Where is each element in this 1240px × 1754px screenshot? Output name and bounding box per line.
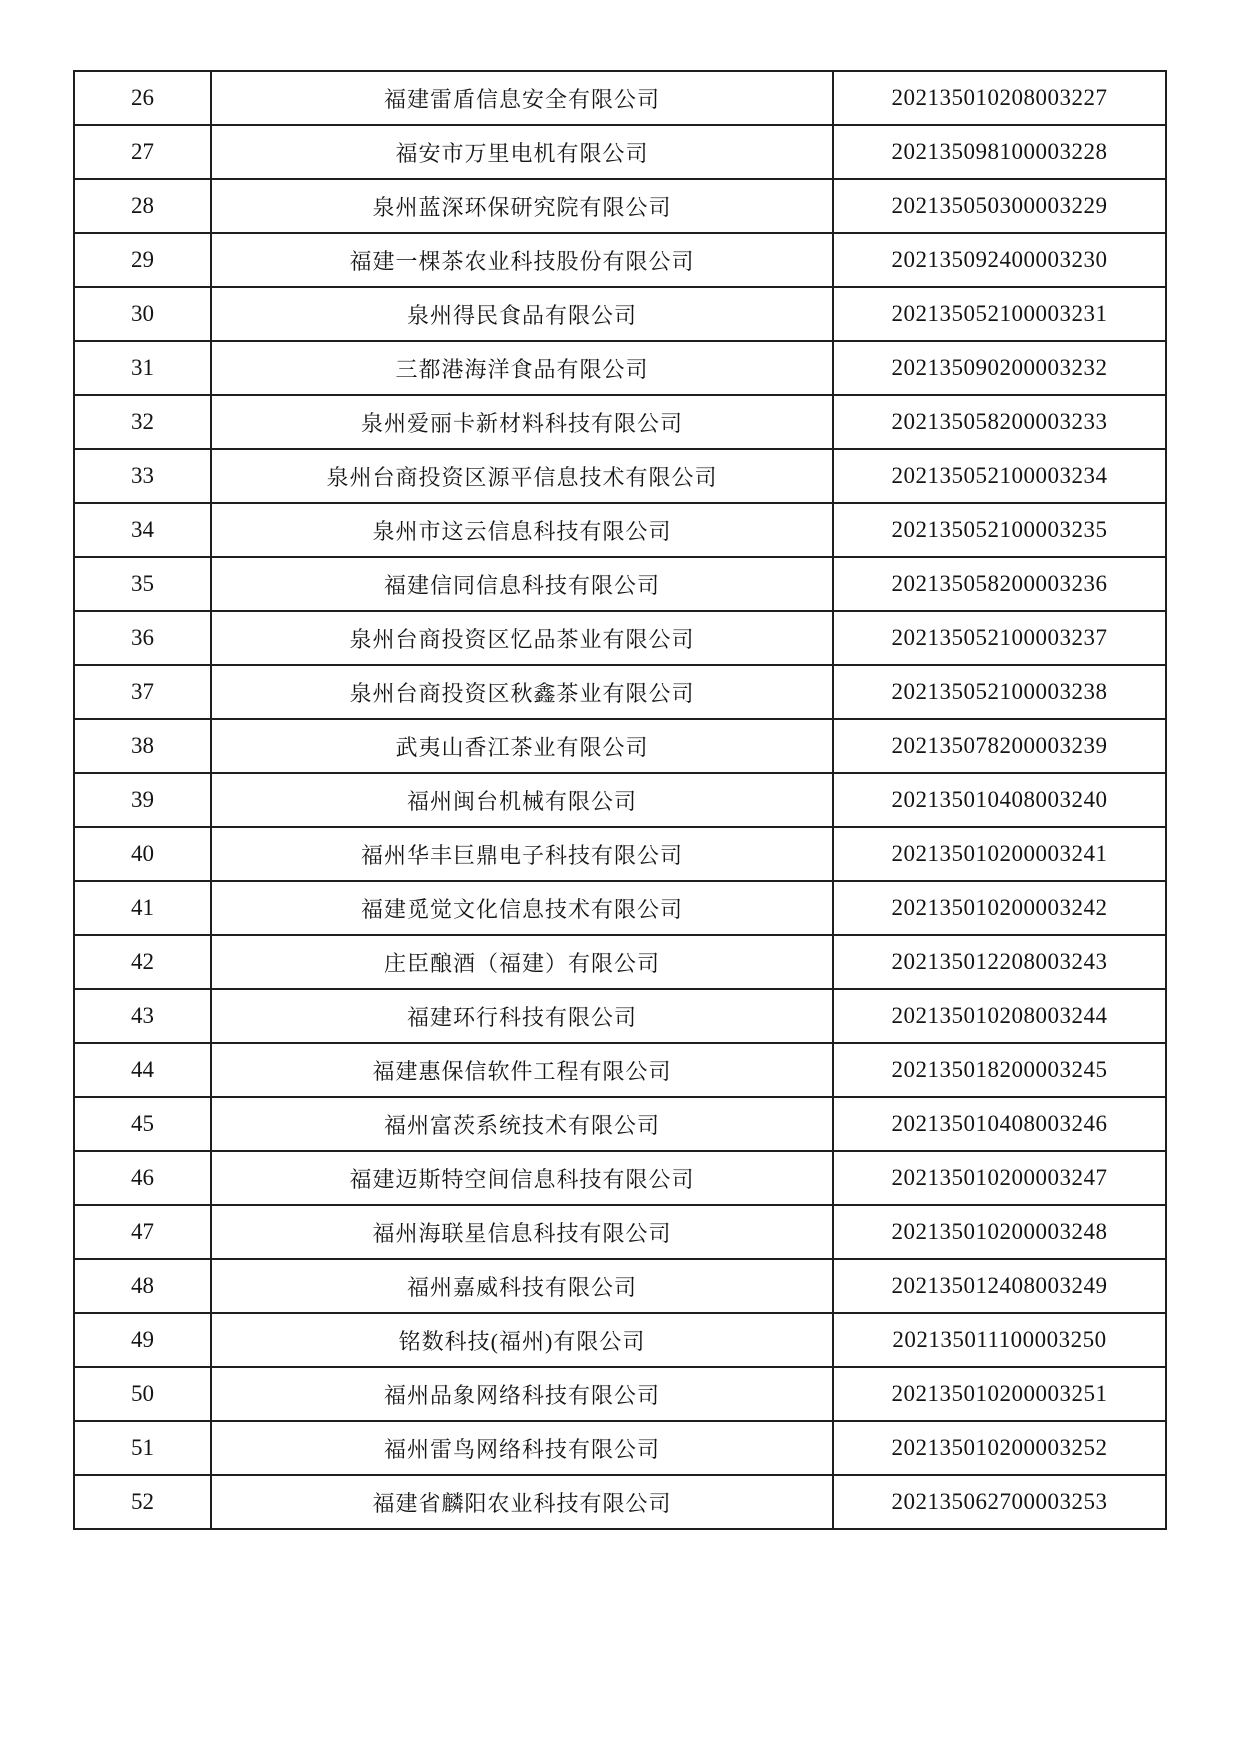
- company-name-cell: 武夷山香江茶业有限公司: [211, 719, 833, 773]
- row-index-cell: 36: [74, 611, 211, 665]
- registration-number-cell: 202135010208003244: [833, 989, 1166, 1043]
- registration-number-cell: 202135052100003231: [833, 287, 1166, 341]
- company-name-cell: 福建一棵茶农业科技股份有限公司: [211, 233, 833, 287]
- company-name-cell: 福州品象网络科技有限公司: [211, 1367, 833, 1421]
- row-index-cell: 46: [74, 1151, 211, 1205]
- company-name-cell: 泉州蓝深环保研究院有限公司: [211, 179, 833, 233]
- company-name-cell: 福州海联星信息科技有限公司: [211, 1205, 833, 1259]
- row-index-cell: 52: [74, 1475, 211, 1529]
- row-index-cell: 28: [74, 179, 211, 233]
- registration-number-cell: 202135010408003240: [833, 773, 1166, 827]
- row-index-cell: 37: [74, 665, 211, 719]
- registration-number-cell: 202135010208003227: [833, 71, 1166, 125]
- registration-number-cell: 202135018200003245: [833, 1043, 1166, 1097]
- registration-number-cell: 202135010200003242: [833, 881, 1166, 935]
- table-row: [74, 1151, 1166, 1205]
- registration-number-cell: 202135062700003253: [833, 1475, 1166, 1529]
- table-row: [74, 1097, 1166, 1151]
- company-name-cell: 福建环行科技有限公司: [211, 989, 833, 1043]
- registration-number-cell: 202135011100003250: [833, 1313, 1166, 1367]
- table-row: [74, 773, 1166, 827]
- table-row: [74, 1421, 1166, 1475]
- table-row: [74, 233, 1166, 287]
- row-index-cell: 51: [74, 1421, 211, 1475]
- registration-number-cell: 202135010200003248: [833, 1205, 1166, 1259]
- company-name-cell: 福州闽台机械有限公司: [211, 773, 833, 827]
- table-row: [74, 503, 1166, 557]
- table-row: [74, 341, 1166, 395]
- row-index-cell: 29: [74, 233, 211, 287]
- row-index-cell: 39: [74, 773, 211, 827]
- company-name-cell: 泉州市这云信息科技有限公司: [211, 503, 833, 557]
- registration-number-cell: 202135092400003230: [833, 233, 1166, 287]
- row-index-cell: 41: [74, 881, 211, 935]
- company-name-cell: 福州华丰巨鼎电子科技有限公司: [211, 827, 833, 881]
- company-name-cell: 铭数科技(福州)有限公司: [211, 1313, 833, 1367]
- company-name-cell: 福建省麟阳农业科技有限公司: [211, 1475, 833, 1529]
- company-name-cell: 泉州台商投资区秋鑫茶业有限公司: [211, 665, 833, 719]
- registration-number-cell: 202135052100003238: [833, 665, 1166, 719]
- row-index-cell: 26: [74, 71, 211, 125]
- row-index-cell: 44: [74, 1043, 211, 1097]
- registration-number-cell: 202135052100003235: [833, 503, 1166, 557]
- registration-number-cell: 202135058200003233: [833, 395, 1166, 449]
- company-name-cell: 泉州得民食品有限公司: [211, 287, 833, 341]
- registration-number-cell: 202135010200003252: [833, 1421, 1166, 1475]
- table-row: [74, 395, 1166, 449]
- company-name-cell: 三都港海洋食品有限公司: [211, 341, 833, 395]
- table-row: [74, 179, 1166, 233]
- company-name-cell: 福建觅觉文化信息技术有限公司: [211, 881, 833, 935]
- company-name-cell: 福建雷盾信息安全有限公司: [211, 71, 833, 125]
- company-name-cell: 福州富茨系统技术有限公司: [211, 1097, 833, 1151]
- row-index-cell: 42: [74, 935, 211, 989]
- table-row: [74, 1259, 1166, 1313]
- company-name-cell: 福建惠保信软件工程有限公司: [211, 1043, 833, 1097]
- company-name-cell: 庄臣酿酒（福建）有限公司: [211, 935, 833, 989]
- registration-number-cell: 202135090200003232: [833, 341, 1166, 395]
- registration-number-cell: 202135010408003246: [833, 1097, 1166, 1151]
- company-name-cell: 泉州台商投资区源平信息技术有限公司: [211, 449, 833, 503]
- registration-number-cell: 202135012208003243: [833, 935, 1166, 989]
- company-registration-table: [73, 70, 1167, 1530]
- row-index-cell: 43: [74, 989, 211, 1043]
- table-row: [74, 449, 1166, 503]
- company-name-cell: 福州嘉威科技有限公司: [211, 1259, 833, 1313]
- table-row: [74, 1313, 1166, 1367]
- company-name-cell: 福建信同信息科技有限公司: [211, 557, 833, 611]
- company-name-cell: 福安市万里电机有限公司: [211, 125, 833, 179]
- table-row: [74, 611, 1166, 665]
- table-row: [74, 989, 1166, 1043]
- row-index-cell: 30: [74, 287, 211, 341]
- company-name-cell: 福州雷鸟网络科技有限公司: [211, 1421, 833, 1475]
- row-index-cell: 35: [74, 557, 211, 611]
- table-row: [74, 719, 1166, 773]
- row-index-cell: 50: [74, 1367, 211, 1421]
- row-index-cell: 40: [74, 827, 211, 881]
- table-row: [74, 557, 1166, 611]
- table-row: [74, 1475, 1166, 1529]
- row-index-cell: 38: [74, 719, 211, 773]
- table-row: [74, 1205, 1166, 1259]
- registration-number-cell: 202135098100003228: [833, 125, 1166, 179]
- registration-number-cell: 202135078200003239: [833, 719, 1166, 773]
- company-name-cell: 泉州爱丽卡新材料科技有限公司: [211, 395, 833, 449]
- table-body: [74, 71, 1166, 1529]
- row-index-cell: 27: [74, 125, 211, 179]
- registration-number-cell: 202135010200003251: [833, 1367, 1166, 1421]
- table-row: [74, 881, 1166, 935]
- row-index-cell: 48: [74, 1259, 211, 1313]
- row-index-cell: 47: [74, 1205, 211, 1259]
- registration-number-cell: 202135052100003237: [833, 611, 1166, 665]
- registration-number-cell: 202135010200003241: [833, 827, 1166, 881]
- row-index-cell: 33: [74, 449, 211, 503]
- registration-number-cell: 202135010200003247: [833, 1151, 1166, 1205]
- table-row: [74, 287, 1166, 341]
- company-name-cell: 泉州台商投资区忆品茶业有限公司: [211, 611, 833, 665]
- table-row: [74, 827, 1166, 881]
- table-row: [74, 935, 1166, 989]
- table-row: [74, 1043, 1166, 1097]
- row-index-cell: 49: [74, 1313, 211, 1367]
- company-name-cell: 福建迈斯特空间信息科技有限公司: [211, 1151, 833, 1205]
- table-row: [74, 71, 1166, 125]
- registration-number-cell: 202135050300003229: [833, 179, 1166, 233]
- row-index-cell: 31: [74, 341, 211, 395]
- table-row: [74, 665, 1166, 719]
- row-index-cell: 32: [74, 395, 211, 449]
- row-index-cell: 34: [74, 503, 211, 557]
- table-row: [74, 1367, 1166, 1421]
- registration-number-cell: 202135052100003234: [833, 449, 1166, 503]
- row-index-cell: 45: [74, 1097, 211, 1151]
- registration-number-cell: 202135058200003236: [833, 557, 1166, 611]
- registration-number-cell: 202135012408003249: [833, 1259, 1166, 1313]
- table-row: [74, 125, 1166, 179]
